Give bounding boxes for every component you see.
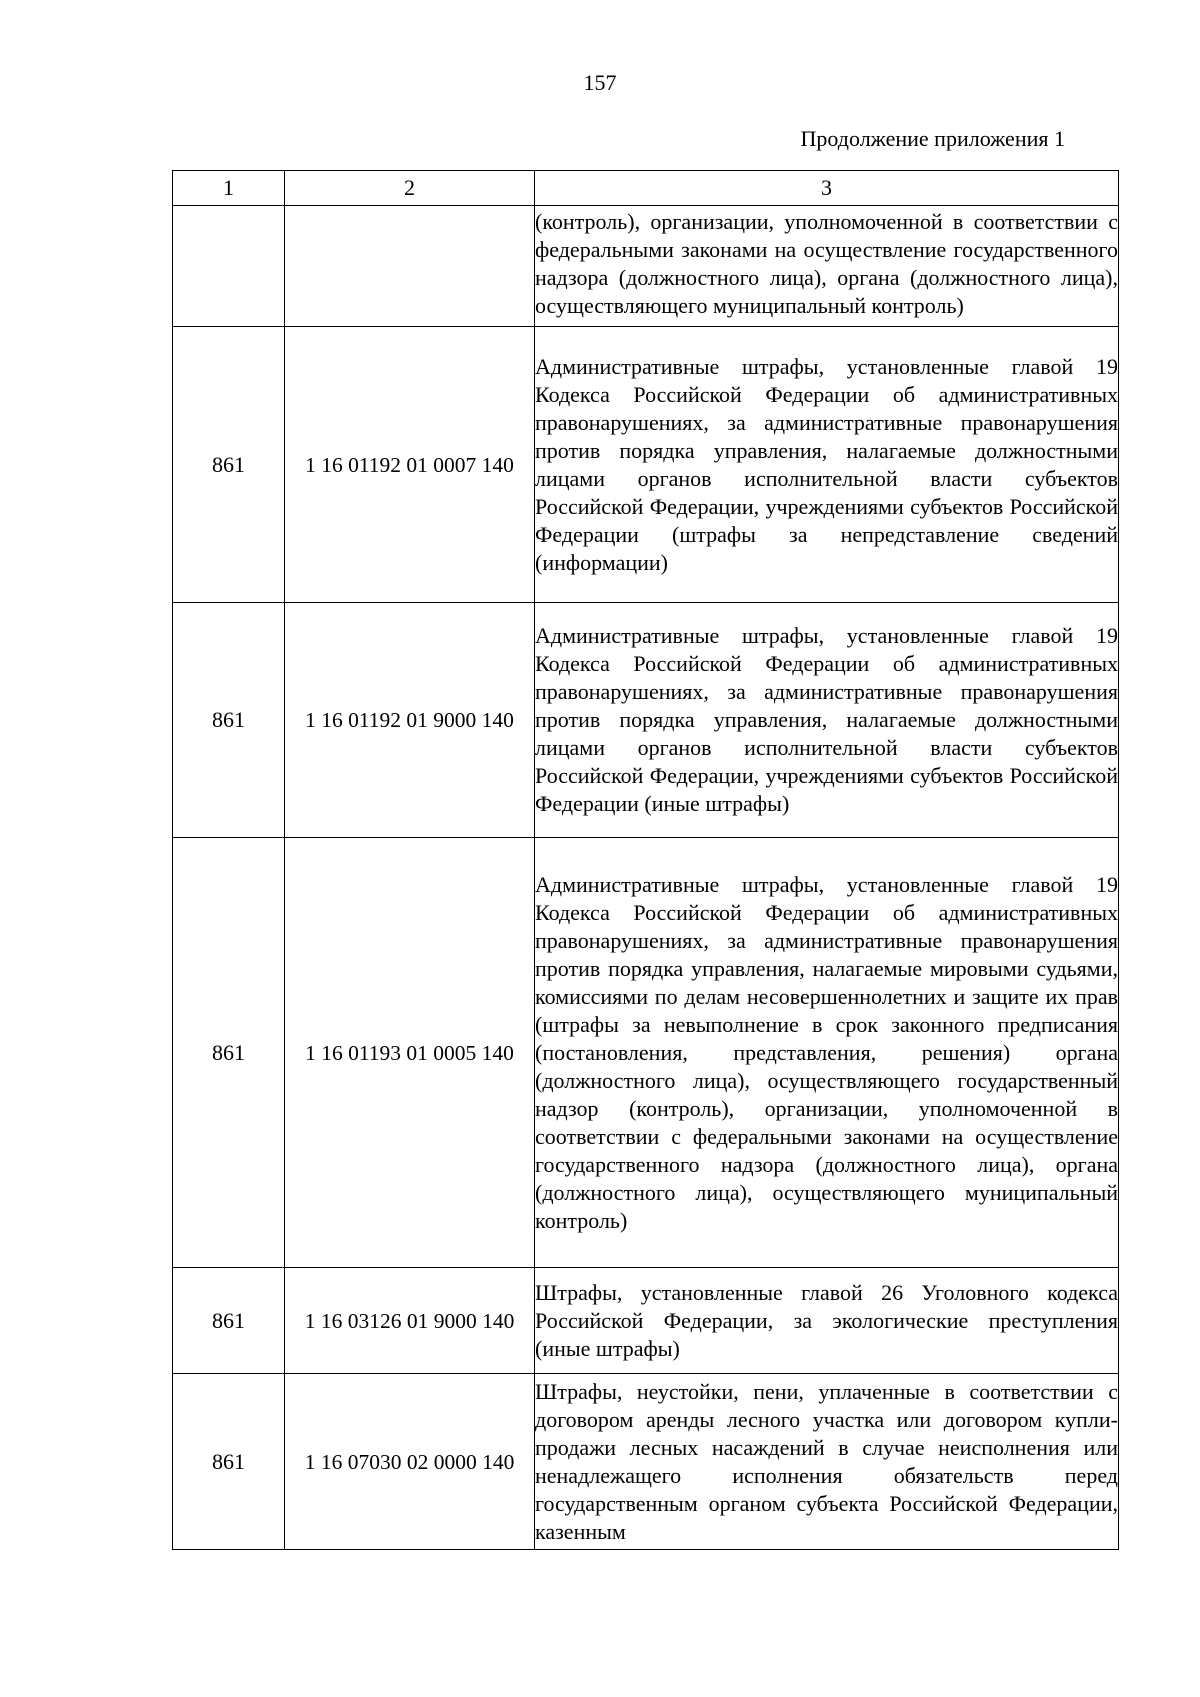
description-cell: Штрафы, установленные главой 26 Уголовного кодекса Российской Федерации, за экологические преступления (иные штрафы) <box>535 1268 1119 1374</box>
admin-code-cell: 861 <box>173 327 285 603</box>
admin-code-cell: 861 <box>173 1268 285 1374</box>
header-cell-3: 3 <box>535 171 1119 206</box>
admin-code-cell: 861 <box>173 603 285 838</box>
table-row <box>173 838 1119 1268</box>
description-cell: Административные штрафы, установленные главой 19 Кодекса Российской Федерации об административных правонарушениях, за административные правонарушения против порядка управления, налагаемые должностными лицами органов исполнительной власти субъектов Российской Федерации, учреждениями субъектов Российской Федерации (иные штрафы) <box>535 603 1119 838</box>
table-row <box>173 327 1119 603</box>
kbk-code-cell: 1 16 03126 01 9000 140 <box>285 1268 535 1374</box>
kbk-code-cell: 1 16 01192 01 0007 140 <box>285 327 535 603</box>
table-row <box>173 1374 1119 1550</box>
header-cell-2: 2 <box>285 171 535 206</box>
description-cell: Штрафы, неустойки, пени, уплаченные в соответствии с договором аренды лесного участка или договором купли-продажи лесных насаждений в случае неисполнения или ненадлежащего исполнения обязательств перед государственным органом субъекта Российской Федерации, казенным <box>535 1374 1119 1550</box>
table-header-row <box>173 171 1119 206</box>
description-cell: Административные штрафы, установленные главой 19 Кодекса Российской Федерации об административных правонарушениях, за административные правонарушения против порядка управления, налагаемые должностными лицами органов исполнительной власти субъектов Российской Федерации, учреждениями субъектов Российской Федерации (штрафы за непредставление сведений (информации) <box>535 327 1119 603</box>
kbk-code-cell: 1 16 01192 01 9000 140 <box>285 603 535 838</box>
budget-codes-table <box>172 170 1119 1550</box>
continuation-label: Продолжение приложения 1 <box>800 126 1065 151</box>
table-row <box>173 603 1119 838</box>
table-row <box>173 1268 1119 1374</box>
page-number: 157 <box>583 70 617 95</box>
admin-code-cell: 861 <box>173 838 285 1268</box>
table-row <box>173 206 1119 327</box>
kbk-code-cell: 1 16 01193 01 0005 140 <box>285 838 535 1268</box>
admin-code-cell: 861 <box>173 1374 285 1550</box>
kbk-code-cell: 1 16 07030 02 0000 140 <box>285 1374 535 1550</box>
description-cell: Административные штрафы, установленные главой 19 Кодекса Российской Федерации об административных правонарушениях, за административные правонарушения против порядка управления, налагаемые мировыми судьями, комиссиями по делам несовершеннолетних и защите их прав (штрафы за невыполнение в срок законного предписания (постановления, представления, решения) органа (должностного лица), осуществляющего государственный надзор (контроль), организации, уполномоченной в соответствии с федеральными законами на осуществление государственного надзора (должностного лица), органа (должностного лица), осуществляющего муниципальный контроль) <box>535 838 1119 1268</box>
header-cell-1: 1 <box>173 171 285 206</box>
description-cell: (контроль), организации, уполномоченной в соответствии с федеральными законами на осуществление государственного надзора (должностного лица), органа (должностного лица), осуществляющего муниципальный контроль) <box>535 206 1119 327</box>
admin-code-cell <box>173 206 285 327</box>
kbk-code-cell <box>285 206 535 327</box>
